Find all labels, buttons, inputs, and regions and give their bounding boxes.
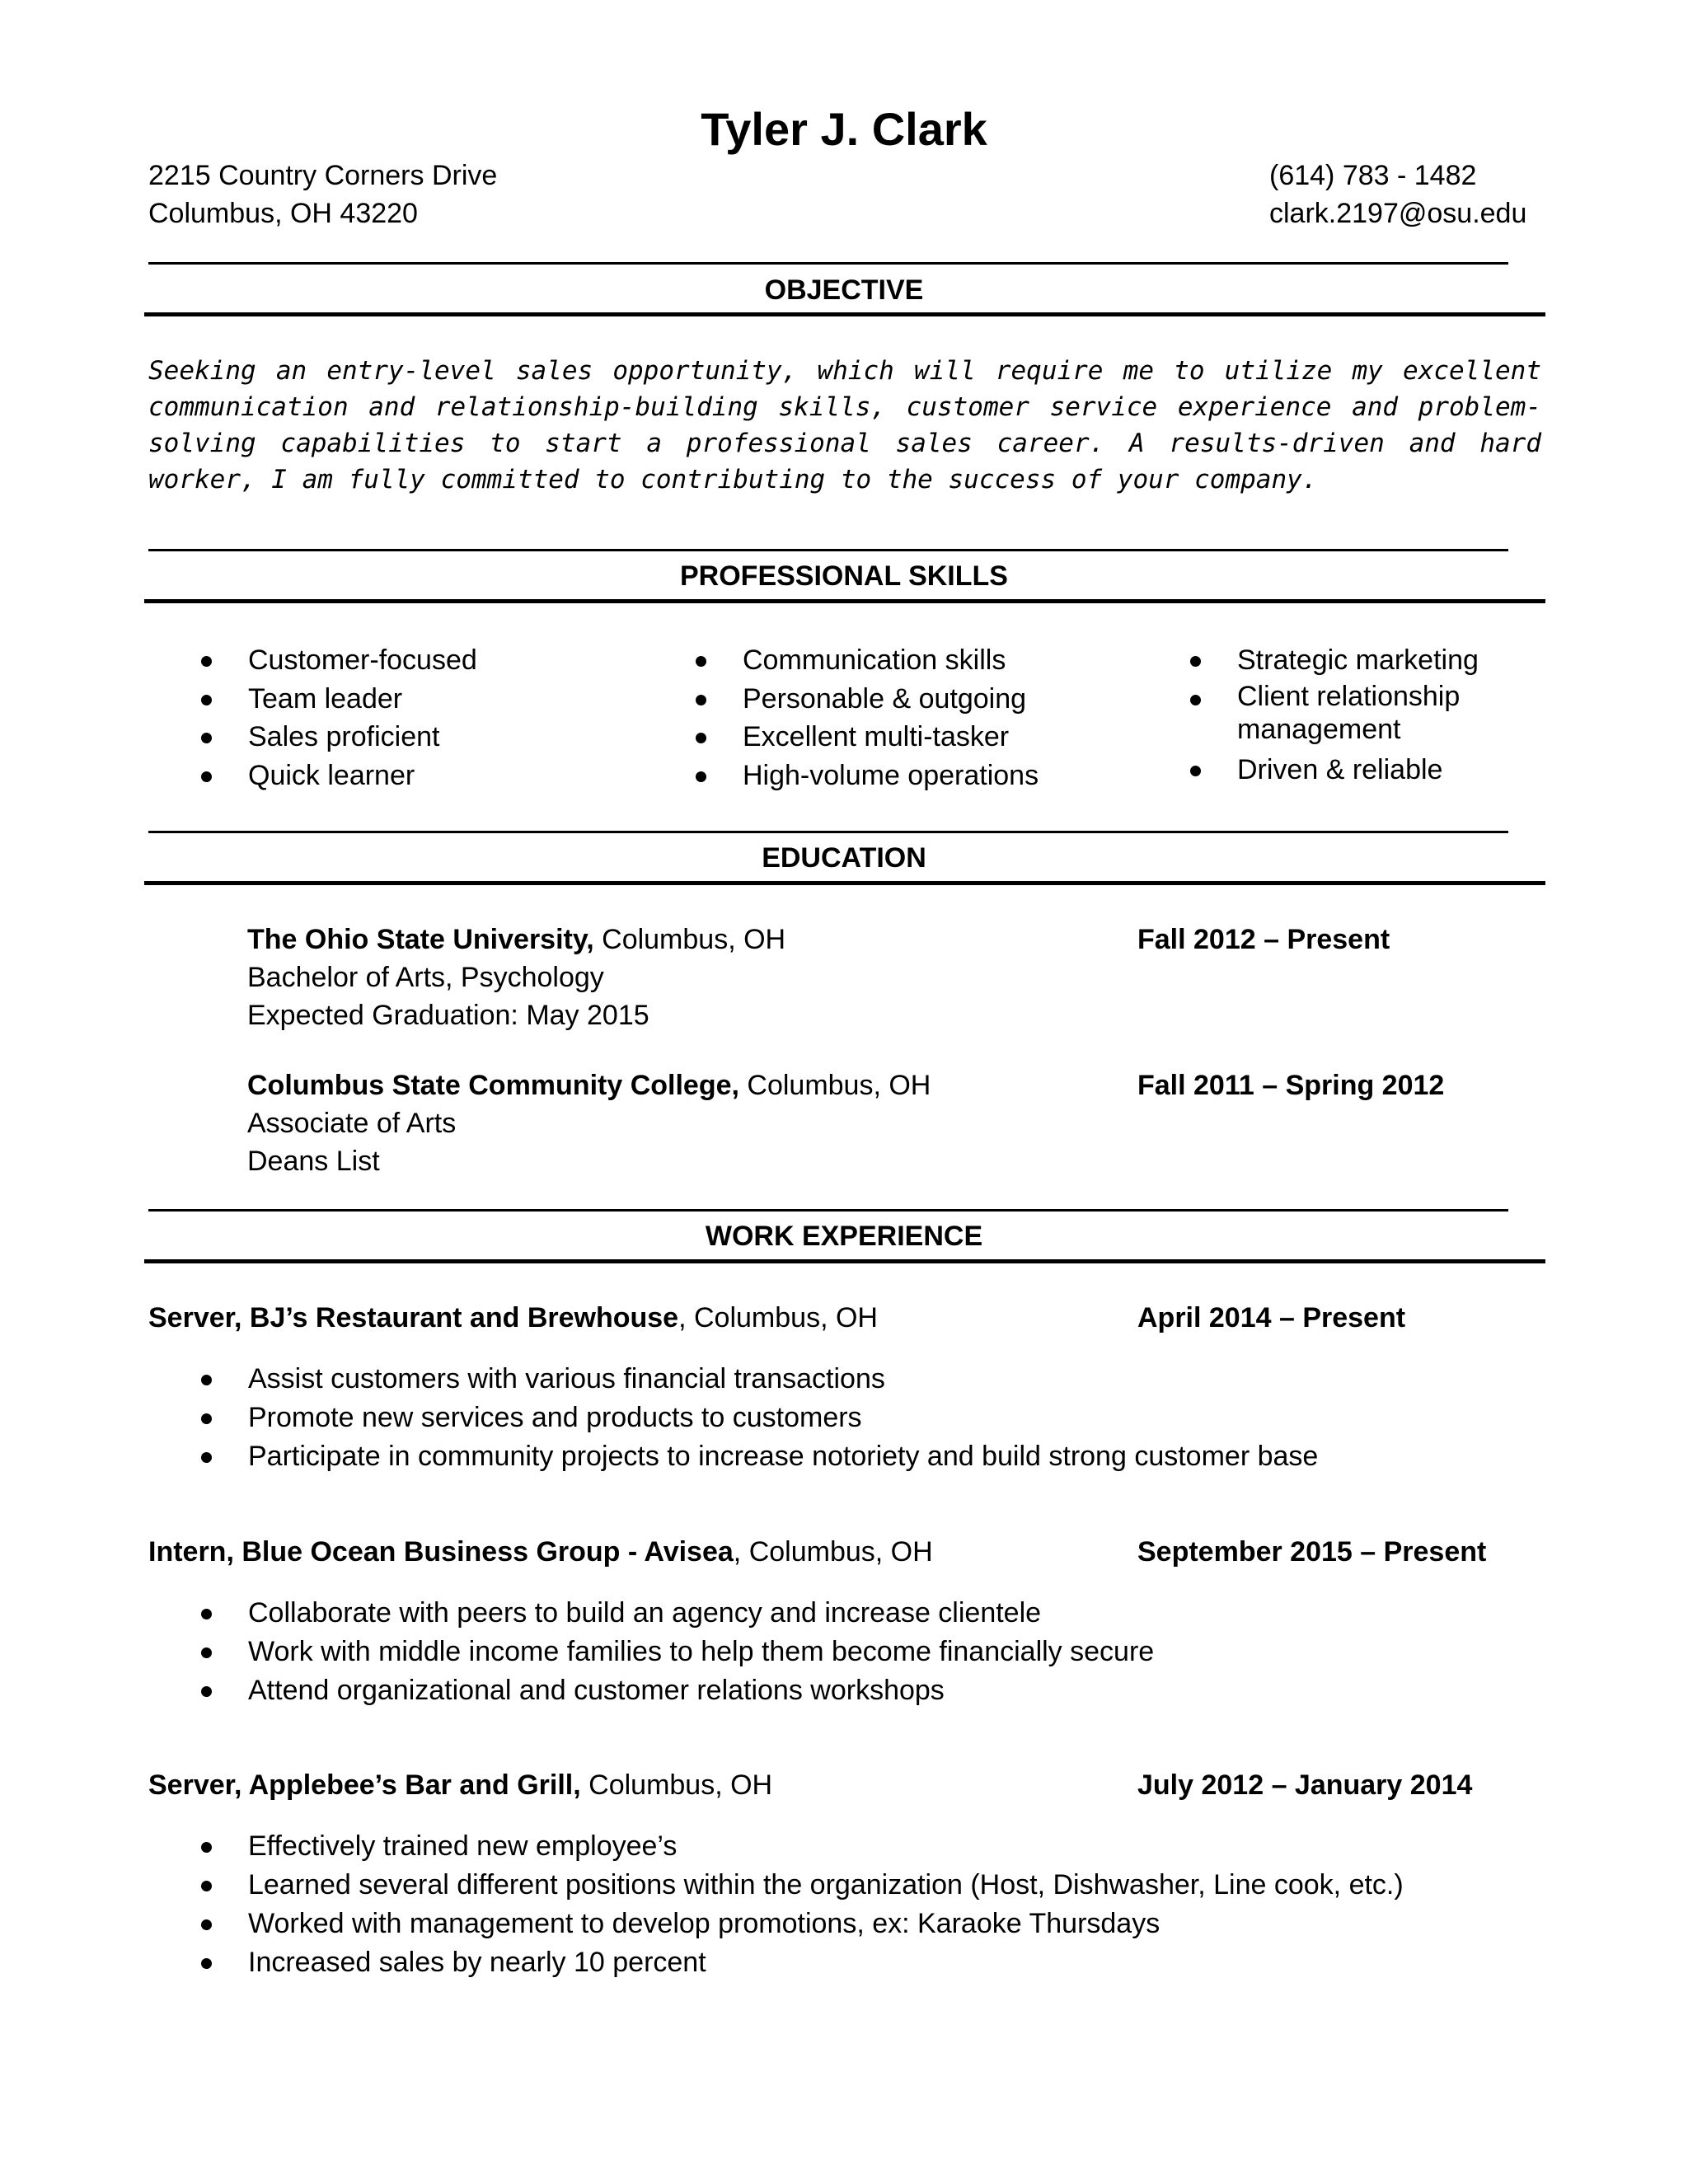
email-address: clark.2197@osu.edu: [1269, 198, 1527, 229]
bullet-icon: [201, 771, 212, 782]
skill-item: Client relationship management: [1137, 680, 1501, 746]
job-title-line: [148, 1766, 772, 1804]
skill-item: Driven & reliable: [1137, 751, 1501, 790]
bullet-icon: [1190, 695, 1201, 705]
experience-heading: WORK EXPERIENCE: [705, 1221, 983, 1252]
bullet-icon: [201, 733, 212, 743]
skill-item: Team leader: [148, 680, 477, 719]
job-title: Intern, Blue Ocean Business Group - Avisea: [148, 1536, 734, 1568]
job-duty: Assist customers with various financial transactions: [148, 1360, 1318, 1399]
section-divider-thick: [144, 1259, 1545, 1263]
section-divider-thick: [144, 881, 1545, 885]
bullet-icon: [696, 771, 706, 782]
job-duties: [148, 1360, 1318, 1476]
bullet-icon: [1190, 656, 1201, 667]
bullet-icon: [201, 1375, 212, 1385]
job-duty: Increased sales by nearly 10 percent: [148, 1943, 1404, 1982]
objective-heading: OBJECTIVE: [764, 274, 924, 306]
school-note: Deans List: [247, 1146, 380, 1177]
phone-number: (614) 783 - 1482: [1269, 160, 1477, 191]
job-title-line: [148, 1533, 933, 1571]
candidate-name: Tyler J. Clark: [701, 103, 987, 155]
school-line: [247, 921, 785, 958]
section-divider-thick: [144, 599, 1545, 603]
school-dates: Fall 2011 – Spring 2012: [1137, 1070, 1445, 1101]
job-location: , Columbus, OH: [678, 1302, 878, 1333]
job-duty: Attend organizational and customer relations workshops: [148, 1671, 1154, 1710]
bullet-icon: [201, 1958, 212, 1969]
job-duty: Participate in community projects to increase notoriety and build strong customer base: [148, 1437, 1318, 1476]
section-divider-thin: [148, 262, 1508, 265]
job-duty: Work with middle income families to help them become financially secure: [148, 1633, 1154, 1671]
bullet-icon: [201, 1452, 212, 1463]
bullet-icon: [696, 695, 706, 705]
job-duties: [148, 1827, 1404, 1982]
job-dates: September 2015 – Present: [1137, 1536, 1487, 1568]
objective-text: Seeking an entry-level sales opportunity, which will require me to utilize my excellent communication and relationship-building skills, customer service experience and problem-solving capabilities to start a professional sales career. A results-driven and hard worker, I am fully committed to contributing to the success of your company.: [148, 356, 1541, 494]
school-location: Columbus, OH: [593, 924, 786, 955]
bullet-icon: [696, 733, 706, 743]
skill-item: Strategic marketing: [1137, 641, 1501, 680]
skill-item: Customer-focused: [148, 641, 477, 680]
bullet-icon: [201, 656, 212, 667]
skills-column-1: [148, 641, 477, 794]
job-title: Server, BJ’s Restaurant and Brewhouse: [148, 1302, 679, 1333]
skill-item: Personable & outgoing: [643, 680, 1039, 719]
skills-column-3: [1137, 641, 1501, 789]
school-location: Columbus, OH: [738, 1070, 931, 1101]
school-degree: Associate of Arts: [247, 1108, 457, 1139]
bullet-icon: [696, 656, 706, 667]
school-line: [247, 1066, 931, 1104]
skill-item: High-volume operations: [643, 757, 1039, 795]
bullet-icon: [201, 1919, 212, 1930]
job-dates: July 2012 – January 2014: [1137, 1769, 1473, 1801]
school-name: The Ohio State University,: [247, 924, 594, 955]
school-degree: Bachelor of Arts, Psychology: [247, 962, 604, 993]
education-heading: EDUCATION: [762, 842, 926, 874]
job-location: Columbus, OH: [580, 1769, 773, 1801]
bullet-icon: [201, 1881, 212, 1891]
job-duty: Effectively trained new employee’s: [148, 1827, 1404, 1866]
school-note: Expected Graduation: May 2015: [247, 1000, 649, 1031]
school-name: Columbus State Community College,: [247, 1070, 739, 1101]
bullet-icon: [201, 1647, 212, 1658]
skill-item: Communication skills: [643, 641, 1039, 680]
section-divider-thin: [148, 1209, 1508, 1212]
job-dates: April 2014 – Present: [1137, 1302, 1406, 1333]
bullet-icon: [201, 1413, 212, 1424]
bullet-icon: [201, 1842, 212, 1853]
job-duty: Learned several different positions within the organization (Host, Dishwasher, Line cook, etc.): [148, 1866, 1404, 1905]
bullet-icon: [201, 1609, 212, 1619]
job-title: Server, Applebee’s Bar and Grill,: [148, 1769, 581, 1801]
job-duty: Collaborate with peers to build an agency and increase clientele: [148, 1594, 1154, 1633]
bullet-icon: [201, 695, 212, 705]
skills-column-2: [643, 641, 1039, 794]
job-duty: Promote new services and products to customers: [148, 1399, 1318, 1437]
school-dates: Fall 2012 – Present: [1137, 924, 1390, 955]
section-divider-thin: [148, 549, 1508, 551]
section-divider-thin: [148, 831, 1508, 833]
skill-item: Sales proficient: [148, 718, 477, 757]
address-line-1: 2215 Country Corners Drive: [148, 160, 498, 191]
skill-item: Excellent multi-tasker: [643, 718, 1039, 757]
job-duties: [148, 1594, 1154, 1710]
skills-heading: PROFESSIONAL SKILLS: [680, 560, 1008, 592]
job-title-line: [148, 1299, 878, 1337]
skill-item: Quick learner: [148, 757, 477, 795]
job-location: , Columbus, OH: [733, 1536, 933, 1568]
section-divider-thick: [144, 312, 1545, 316]
job-duty: Worked with management to develop promotions, ex: Karaoke Thursdays: [148, 1905, 1404, 1943]
address-line-2: Columbus, OH 43220: [148, 198, 418, 229]
bullet-icon: [201, 1686, 212, 1697]
bullet-icon: [1190, 766, 1201, 776]
